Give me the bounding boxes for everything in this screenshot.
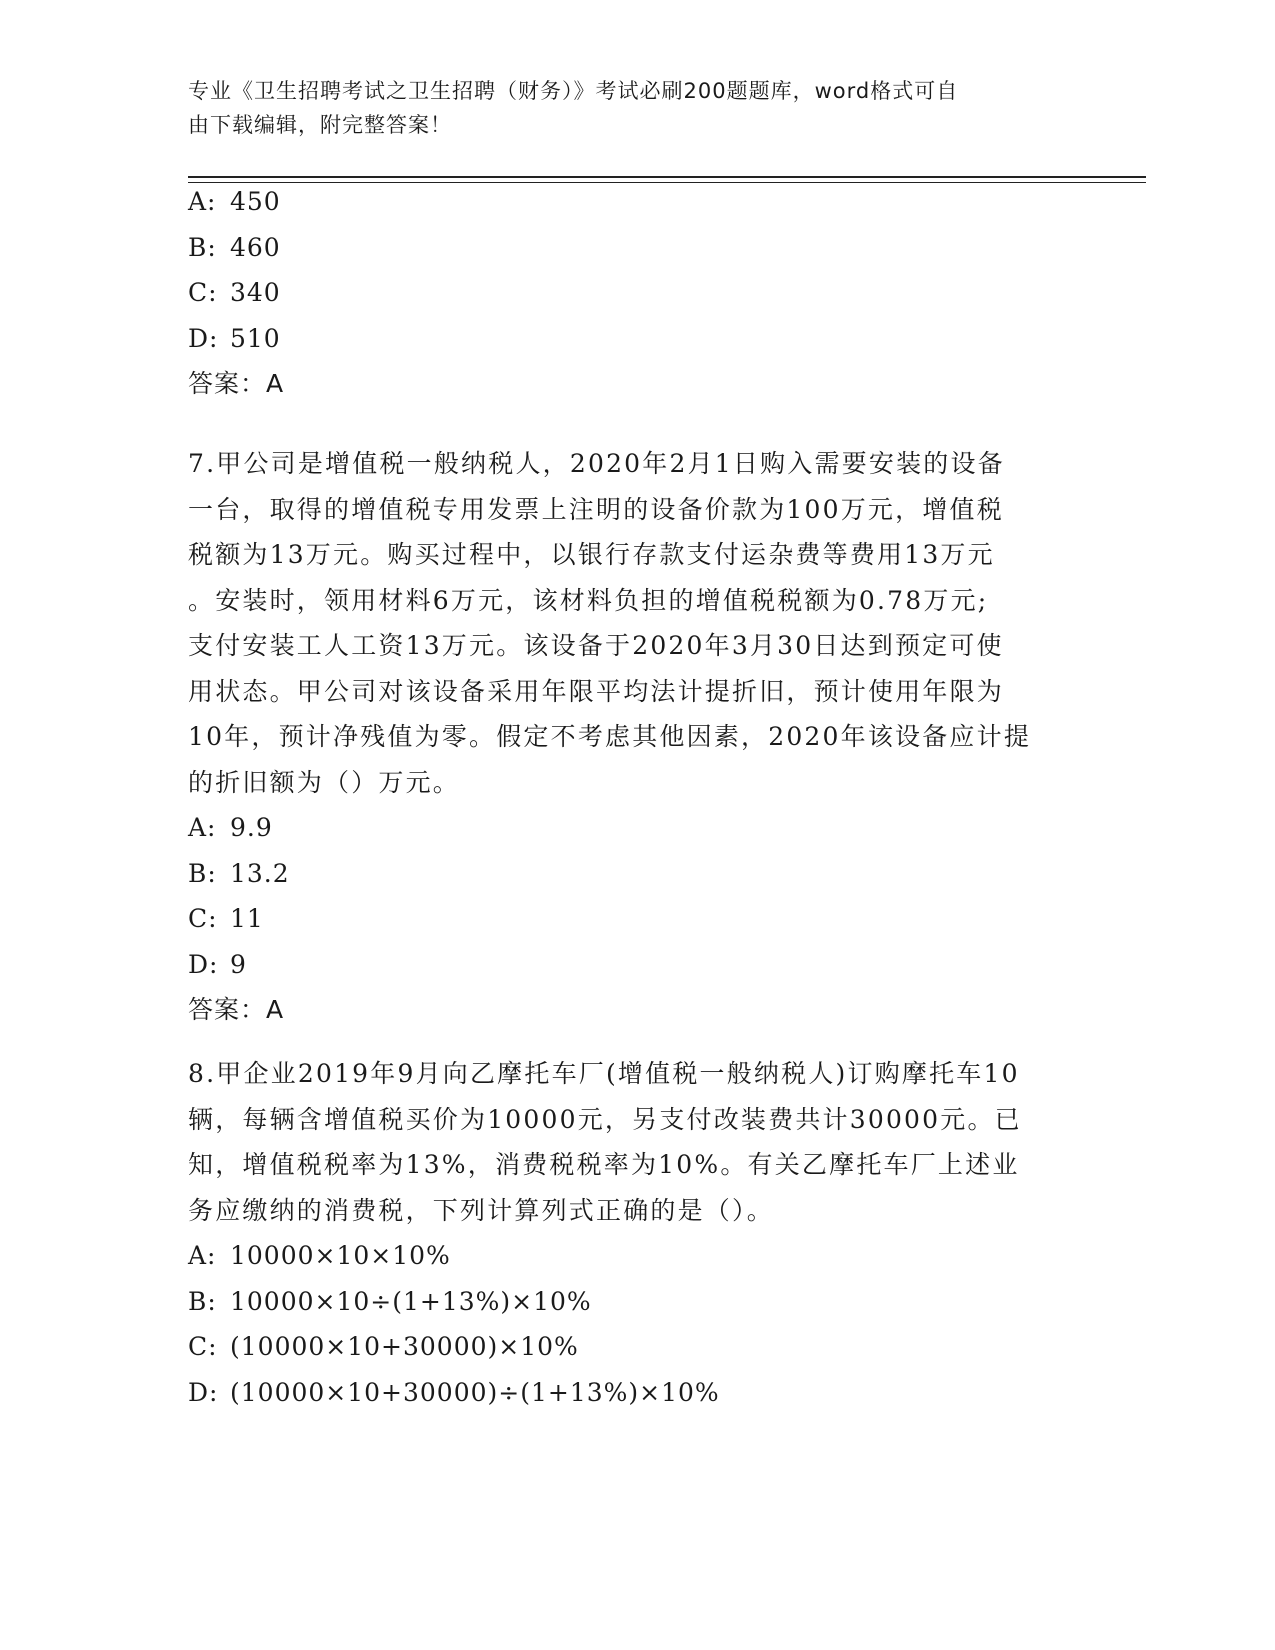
document-header (188, 74, 1068, 142)
answer: 答案：A (188, 995, 285, 1024)
stem-line: 7.甲公司是增值税一般纳税人，2020年2月1日购入需要安装的设备 (188, 449, 1005, 478)
option-a: A: 9.9 (188, 813, 273, 842)
stem-line: 税额为13万元。购买过程中，以银行存款支付运杂费等费用13万元 (188, 540, 995, 569)
question-stem (188, 441, 1088, 805)
option-d: D: (10000×10+30000)÷(1+13%)×10% (188, 1377, 720, 1407)
option-c: C: 11 (188, 904, 264, 933)
stem-line: 的折旧额为（）万元。 (188, 767, 461, 797)
answer: 答案：A (188, 369, 285, 398)
stem-line: 。安装时，领用材料6万元，该材料负担的增值税税额为0.78万元; (188, 585, 989, 615)
stem-line: 务应缴纳的消费税，下列计算列式正确的是（）。 (188, 1195, 774, 1225)
header-line-1: 专业《卫生招聘考试之卫生招聘（财务）》考试必刷200题题库，word格式可自 (188, 79, 959, 103)
question-stem (188, 1051, 1088, 1233)
stem-line: 辆，每辆含增值税买价为10000元，另支付改装费共计30000元。已 (188, 1104, 1022, 1134)
option-a: A: 10000×10×10% (188, 1241, 451, 1270)
option-b: B: 460 (188, 232, 281, 262)
option-d: D: 510 (188, 323, 281, 353)
option-c: C: 340 (188, 278, 281, 307)
header-line-2: 由下载编辑，附完整答案！ (188, 113, 452, 137)
stem-line: 8.甲企业2019年9月向乙摩托车厂(增值税一般纳税人)订购摩托车10 (188, 1059, 1020, 1088)
stem-line: 用状态。甲公司对该设备采用年限平均法计提折旧，预计使用年限为 (188, 676, 1005, 706)
option-b: B: 10000×10÷(1+13%)×10% (188, 1286, 592, 1316)
option-b: B: 13.2 (188, 858, 290, 888)
option-c: C: (10000×10+30000)×10% (188, 1332, 579, 1361)
question-8 (188, 1051, 1088, 1415)
stem-line: 支付安装工人工资13万元。该设备于2020年3月30日达到预定可使 (188, 631, 1004, 660)
header-divider-thick (188, 176, 1146, 178)
option-d: D: 9 (188, 949, 247, 979)
stem-line: 10年，预计净残值为零。假定不考虑其他因素，2020年该设备应计提 (188, 722, 1032, 751)
question-7 (188, 441, 1088, 1033)
stem-line: 一台，取得的增值税专用发票上注明的设备价款为100万元，增值税 (188, 494, 1004, 524)
option-a: A: 450 (188, 187, 281, 216)
stem-line: 知，增值税税率为13%，消费税税率为10%。有关乙摩托车厂上述业 (188, 1150, 1020, 1179)
question-6-tail (188, 179, 1088, 407)
